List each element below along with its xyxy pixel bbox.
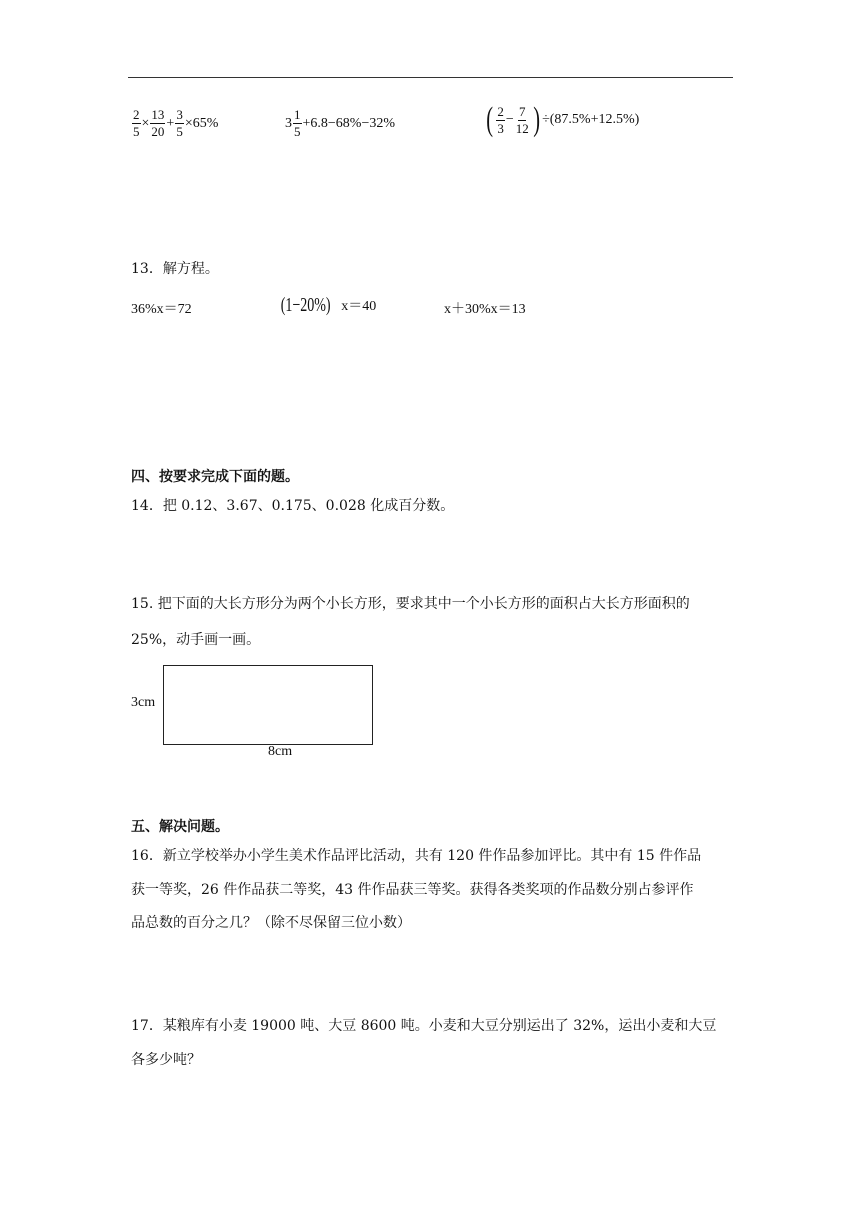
height-label: 3cm (131, 695, 156, 710)
fraction: $\frac{1}{5}$ (294, 107, 301, 139)
q15-line-1: 15. 把下面的大长方形分为两个小长方形，要求其中一个小长方形的面积占大长方形面积的 (131, 596, 690, 612)
q13-title: 13．解方程。 (131, 261, 219, 277)
fraction: $\frac{7}{12}$ (515, 103, 529, 136)
q17-line-1: 17．某粮库有小麦 19000 吨、大豆 8600 吨。小麦和大豆分别运出了 32%，运出小麦和大豆 (131, 1018, 717, 1034)
expression-1: $\frac{2}{5}$ × $\frac{13}{20}$ + $\frac{3}{5}$ ×65% (133, 107, 219, 139)
equation-1: 36%x＝72 (131, 302, 192, 317)
q16-line-3: 品总数的百分之几？（除不尽保留三位小数） (131, 915, 411, 931)
q16-line-1: 16．新立学校举办小学生美术作品评比活动，共有 120 件作品参加评比。其中有 15 件作品 (131, 848, 702, 864)
q17-line-2: 各多少吨？ (131, 1052, 201, 1068)
equation-2: (1−20%) x＝40 (280, 294, 377, 316)
expression-2: 3 $\frac{1}{5}$ +6.8−68%−32% (285, 107, 396, 139)
fraction: $\frac{2}{5}$ (133, 107, 140, 139)
equation-3: x＋30%x＝13 (444, 302, 526, 317)
q15-line-2: 25%，动手画一画。 (131, 632, 261, 648)
fraction: $\frac{13}{20}$ (151, 107, 165, 139)
width-label: 8cm (268, 744, 293, 759)
expression-3: ( $\frac{2}{3}$ − $\frac{7}{12}$ ) ÷(87.5%+12.5%) (486, 101, 640, 138)
fraction: $\frac{3}{5}$ (176, 107, 183, 139)
header-rule (128, 77, 733, 78)
big-rectangle (163, 665, 373, 745)
section-5-heading: 五、解决问题。 (131, 819, 229, 835)
q16-line-2: 获一等奖，26 件作品获二等奖，43 件作品获三等奖。获得各类奖项的作品数分别占参评作 (131, 882, 694, 898)
fraction: $\frac{2}{3}$ (497, 103, 504, 136)
section-4-heading: 四、按要求完成下面的题。 (131, 469, 299, 485)
q14-text: 14．把 0.12、3.67、0.175、0.028 化成百分数。 (131, 498, 455, 514)
